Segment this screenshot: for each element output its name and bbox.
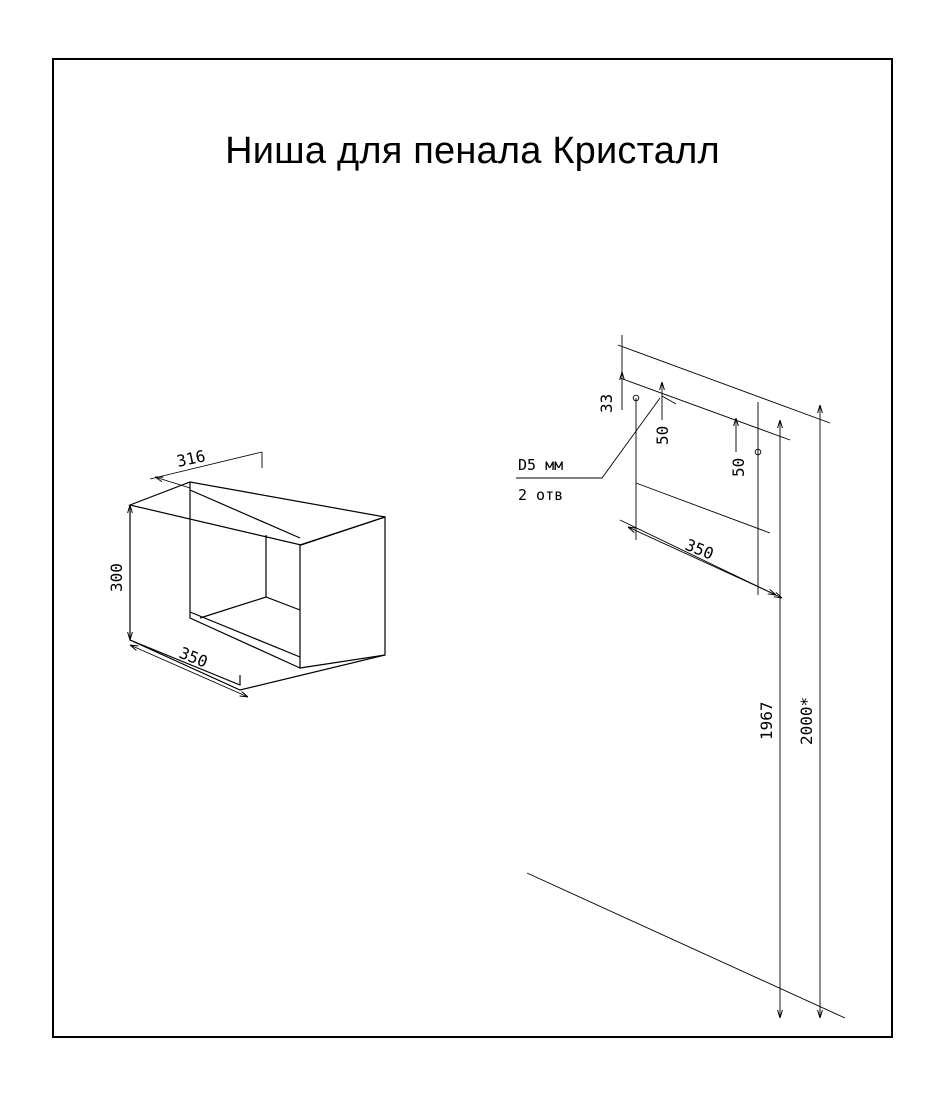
drawing-title: Ниша для пенала Кристалл — [225, 130, 720, 172]
wall-scheme — [516, 335, 845, 1018]
dim-50-right-label: 50 — [729, 457, 748, 477]
dim-niche-width-label: 350 — [682, 535, 717, 564]
cabinet-top-inner — [190, 490, 300, 538]
dim-316-label: 316 — [174, 446, 208, 471]
cabinet-shelf — [190, 612, 300, 657]
floor-line — [527, 873, 845, 1018]
dim-350-label: 350 — [176, 643, 211, 672]
dim-33-label: 33 — [597, 393, 616, 413]
dim-316-ext-left — [155, 477, 190, 488]
dim-1967-label: 1967 — [757, 701, 776, 740]
dim-300-label: 300 — [107, 563, 126, 592]
cabinet-right-face — [300, 517, 385, 668]
niche-shelf-line — [636, 483, 770, 533]
niche-top-edge — [620, 378, 790, 440]
hole-note-line2: 2 отв — [518, 486, 564, 504]
dim-316-line — [150, 452, 262, 479]
dim-50-left-label: 50 — [653, 425, 672, 445]
dim-2000-label: 2000* — [797, 696, 816, 745]
hole-note-line1: D5 мм — [518, 456, 564, 474]
cabinet-front-frame — [190, 482, 300, 668]
cabinet-top-face — [130, 482, 385, 545]
cabinet-base — [130, 640, 385, 690]
cabinet-bottom-inner — [200, 597, 300, 618]
cabinet-isometric — [107, 446, 385, 697]
wall-top-line — [618, 345, 830, 423]
dim-niche-width-line — [628, 527, 776, 595]
